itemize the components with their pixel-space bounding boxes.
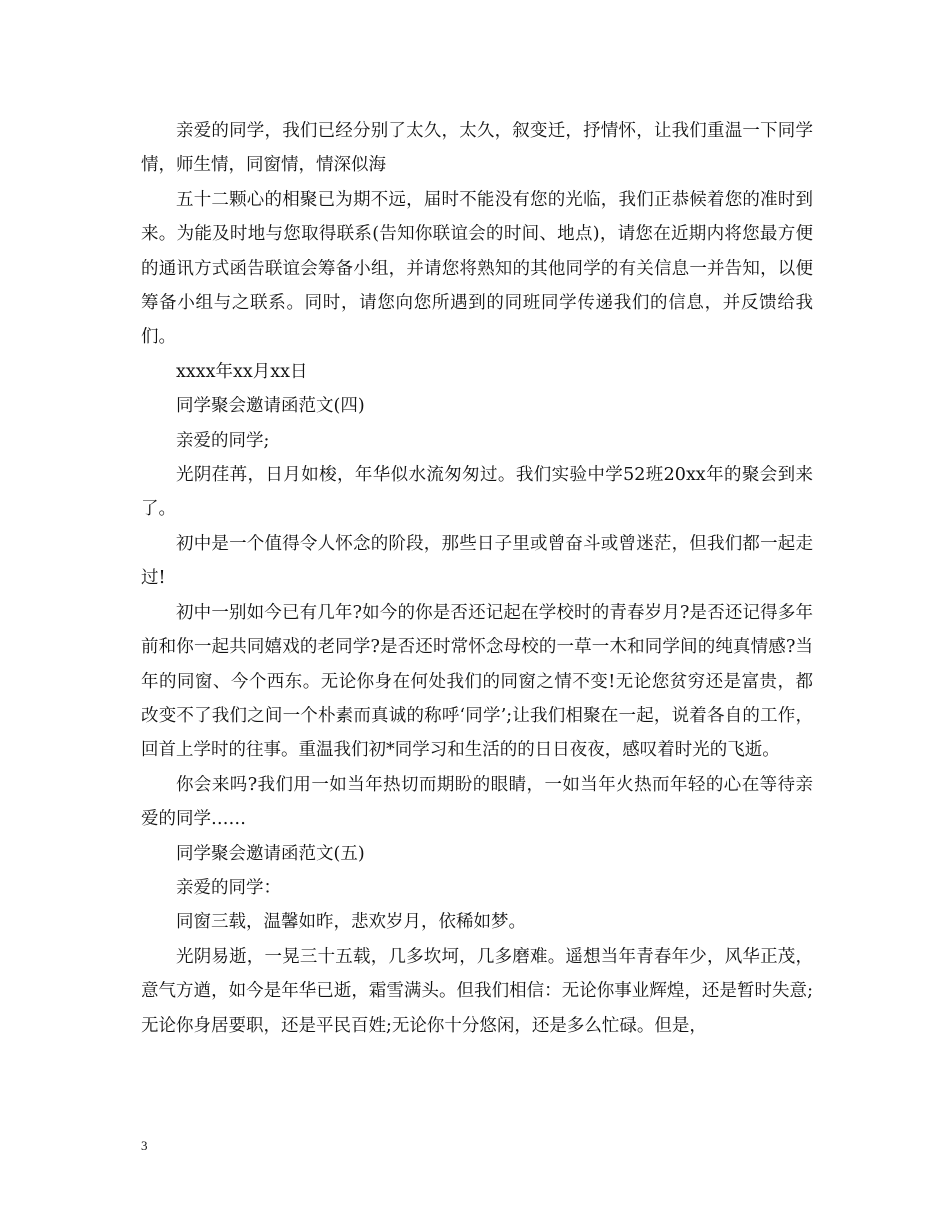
- paragraph-9: 你会来吗?我们用一如当年热切而期盼的眼睛，一如当年火热而年轻的心在等待亲爱的同学……: [141, 774, 813, 830]
- paragraph-1: 亲爱的同学，我们已经分别了太久，太久，叙变迁，抒情怀，让我们重温一下同学情，师生情，同窗情，情深似海: [141, 121, 813, 176]
- document-body: [141, 114, 813, 1043]
- paragraph-2: 五十二颗心的相聚已为期不远，届时不能没有您的光临，我们正恭候着您的准时到来。为能及时地与您取得联系(告知你联谊会的时间、地点)，请您在近期内将您最方便的通讯方式函告联谊会筹备小组，并请您将熟知的其他同学的有关信息一并告知，以便筹备小组与之联系。同时，请您向您所遇到的同班同学传递我们的信息，并反馈给我们。: [141, 189, 813, 348]
- salutation-4: 亲爱的同学;: [176, 430, 270, 451]
- paragraph-13: 光阴易逝，一晃三十五载，几多坎坷，几多磨难。遥想当年青春年少，风华正茂，意气方遒，如今是年华已逝，霜雪满头。但我们相信：无论你事业辉煌，还是暂时失意;无论你身居要职，还是平民百姓;无论你十分悠闲，还是多么忙碌。但是，: [141, 946, 813, 1036]
- paragraph-12: 同窗三载，温馨如昨，悲欢岁月，依稀如梦。: [176, 912, 526, 933]
- paragraph-8: 初中一别如今已有几年?如今的你是否还记起在学校时的青春岁月?是否还记得多年前和你一起共同嬉戏的老同学?是否还时常怀念母校的一草一木和同学间的纯真情感?当年的同窗、今个西东。无论你身在何处我们的同窗之情不变!无论您贫穷还是富贵，都改变不了我们之间一个朴素而真诚的称呼‘同学’;让我们相聚在一起，说着各自的工作，回首上学时的往事。重温我们初*同学习和生活的的日日夜夜，感叹着时光的飞逝。: [141, 602, 813, 761]
- paragraph-7: 初中是一个值得令人怀念的阶段，那些日子里或曾奋斗或曾迷茫，但我们都一起走过!: [141, 533, 813, 589]
- page-number: 3: [141, 1138, 148, 1153]
- salutation-5: 亲爱的同学：: [176, 877, 281, 898]
- paragraph-6: 光阴荏苒，日月如梭，年华似水流匆匆过。我们实验中学52班20xx年的聚会到来了。: [141, 465, 813, 520]
- section-heading-5: 同学聚会邀请函范文(五): [176, 843, 365, 864]
- date-line: xxxx年xx月xx日: [176, 361, 308, 382]
- section-heading-4: 同学聚会邀请函范文(四): [176, 396, 365, 417]
